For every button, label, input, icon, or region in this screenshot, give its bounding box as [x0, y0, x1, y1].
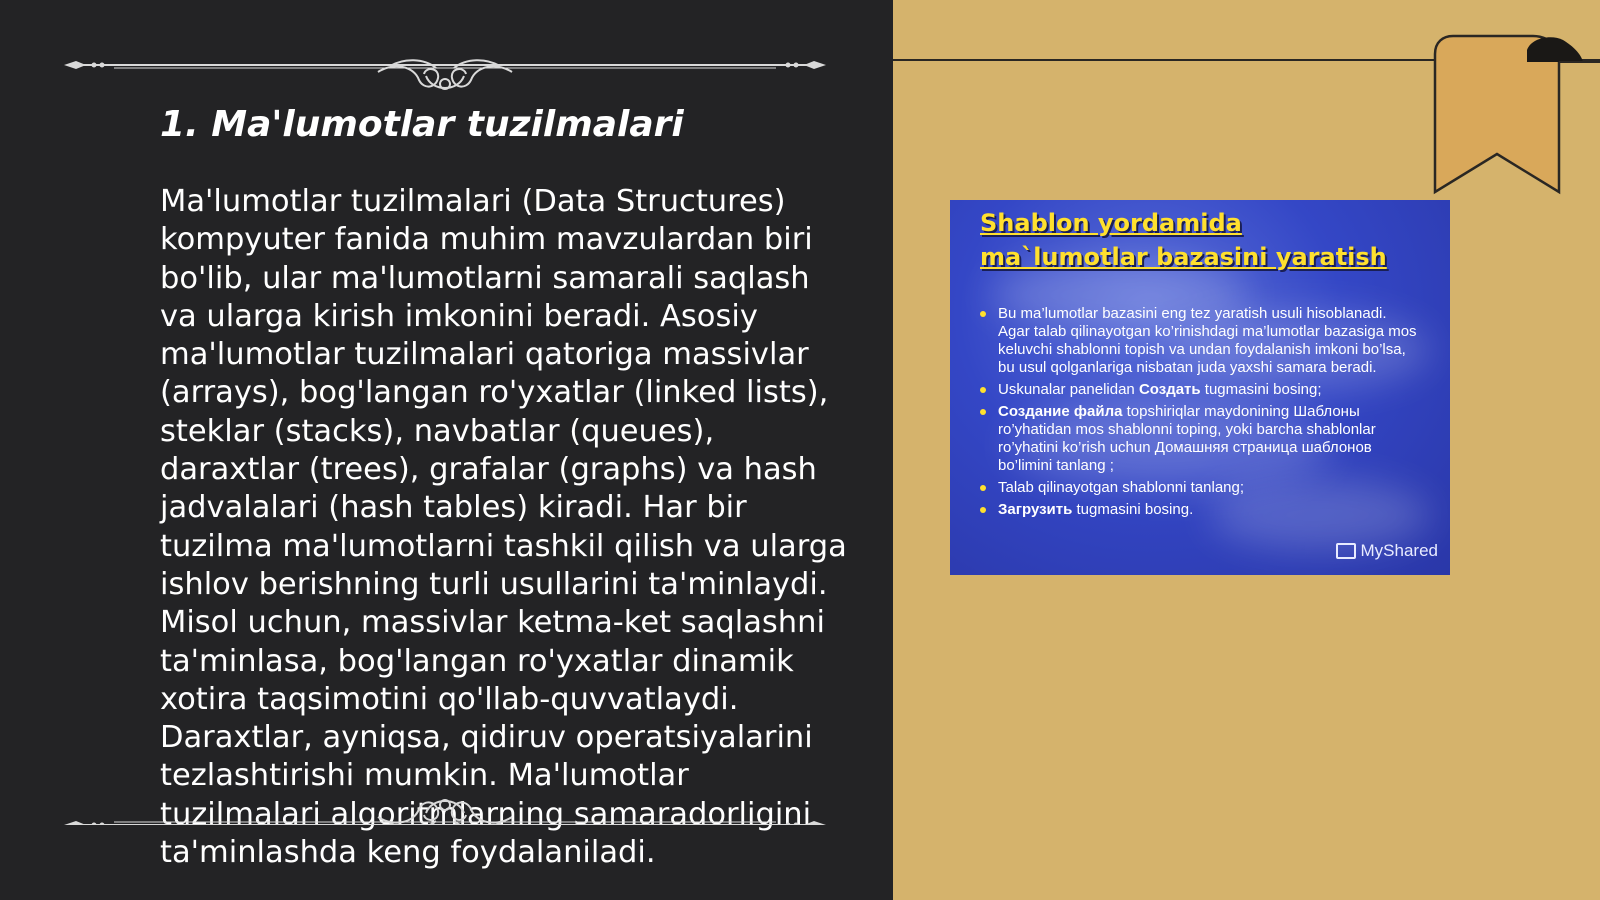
bottom-scroll-divider-icon: [64, 775, 826, 825]
embedded-bullet-item: Создание файла topshiriqlar maydonining Шаблоны ro’yhatidan mos shablonni toping, yoki barcha shablonlar ro’yhatini ko’rish uchun Домашняя страница шаблонов bo’limini tanlang ;: [980, 403, 1420, 475]
bullet-dot-icon: [980, 409, 986, 415]
embedded-title-line1: Shablon yordamida: [980, 209, 1242, 237]
embedded-bullet-item: Talab qilinayotgan shablonni tanlang;: [980, 479, 1420, 497]
bullet-dot-icon: [980, 485, 986, 491]
embedded-slide-title: [980, 206, 1387, 274]
myshared-watermark: [1336, 541, 1438, 561]
bookmark-ribbon-icon: [1433, 34, 1600, 204]
embedded-slide-bullets: [980, 305, 1420, 523]
slide-title: 1. Ma'lumotlar tuzilmalari: [160, 104, 684, 145]
slide-body-text: Ma'lumotlar tuzilmalari (Data Structures) kompyuter fanida muhim mavzulardan biri bo'lib, ular ma'lumotlarni samarali saqlash va ularga kirish imkonini beradi. Asosiy ma'lumotlar tuzilmalari qatoriga massivlar (arrays), bog'langan ro'yxatlar (linked lists), steklar (stacks), navbatlar (queues), daraxtlar (trees), grafalar (graphs) va hash jadvalalari (hash tables) kiradi. Har bir tuzilma ma'lumotlarni tashkil qilish va ularga ishlov berishning turli usullarini ta'minlaydi. Misol uchun, massivlar ketma-ket saqlashni ta'minlasa, bog'langan ro'yxatlar dinamik xotira taqsimotini qo'llab-quvvatlaydi. Daraxtlar, ayniqsa, qidiruv operatsiyalarini tezlashtirishi mumkin. Ma'lumotlar tuzilmalari algoritmlarning samaradorligini ta'minlashda keng foydalaniladi.: [160, 184, 847, 871]
watermark-label: MyShared: [1360, 541, 1438, 560]
embedded-slide-image: [950, 200, 1450, 575]
presentation-board-icon: [1336, 543, 1356, 559]
bullet-dot-icon: [980, 311, 986, 317]
embedded-bullet-item: Bu ma’lumotlar bazasini eng tez yaratish usuli hisoblanadi. Agar talab qilinayotgan ko’rinishdagi ma’lumotlar bazasiga mos keluvchi shablonni topish va undan foydalanish imkoni bo’lsa, bu usul qolganlariga nisbatan juda yaxshi samara beradi.: [980, 305, 1420, 377]
top-scroll-divider-icon: [64, 40, 826, 90]
embedded-title-line2: ma`lumotlar bazasini yaratish: [980, 243, 1387, 271]
bullet-dot-icon: [980, 507, 986, 513]
embedded-bullet-item: Uskunalar panelidan Создать tugmasini bosing;: [980, 381, 1420, 399]
bullet-dot-icon: [980, 387, 986, 393]
embedded-bullet-item: Загрузить tugmasini bosing.: [980, 501, 1420, 519]
